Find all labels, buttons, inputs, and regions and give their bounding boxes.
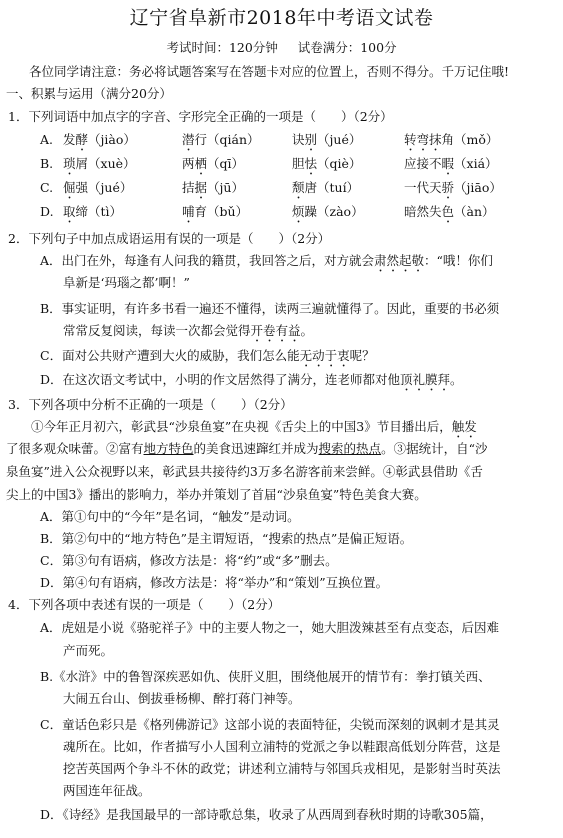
page-title: 辽宁省阜新市2018年中考语文试卷 [129,7,434,29]
dotted-word: 触发 [451,419,477,434]
passage-text: 。③据统计，自“沙 [381,441,488,456]
question-4-option-c: C．童话色彩只是《格列佛游记》这部小说的表面特征，尖锐而深刻的讽刺才是其灵 [40,717,500,732]
option-label: A. [40,132,54,147]
option-word [404,203,495,226]
option-word [63,155,136,178]
dotted-character: 骄 [441,180,455,195]
dotted-character: 色 [441,204,455,219]
question-4-option-b: B.《水浒》中的鲁智深疾恶如仇、侠肝义胆，围绕他展开的情节有：拳打镇关西、 [40,669,491,684]
option-text: 常常反复阅读，每读一次都会觉得 [63,323,251,338]
dotted-character: 取 [63,204,76,219]
option-text: C．面对公共财产遭到大火的威胁，我们怎么能 [40,348,300,363]
option-word [292,179,359,202]
question-4-option-b-cont: 大闹五台山、倒拔垂杨柳、醉打蒋门神等。 [63,691,301,706]
option-word [182,131,260,154]
word-text: 行（qián） [194,132,260,147]
word-text: 缔（tì） [75,204,123,219]
dotted-idiom: 无动于衷 [299,348,350,363]
question-3-passage-line: 泉鱼宴”进入公众视野以来，彰武县共接待约3万多名游客前来尝鲜。④彰武县借助《舌 [6,464,483,479]
question-3-passage-line: 尖上的中国3》播出的影响力，举办并策划了首届“沙泉鱼宴”特色美食大赛。 [6,487,427,502]
word-text: 强（jué） [75,180,133,195]
word-text: 拮 [182,180,195,195]
passage-text: 了很多观众味蕾。②富有 [6,441,144,456]
word-text: 胆 [292,156,305,171]
word-text: 发 [63,132,76,147]
question-1-stem: 1．下列词语中加点字的字音、字形完全正确的一项是（ ）（2分） [8,109,393,124]
option-word [182,155,244,178]
dotted-character: 转弯抹 [404,132,442,147]
option-text: 。 [300,323,314,338]
question-4-option-a-cont: 产而死。 [63,643,114,658]
word-text: （jué） [317,132,362,147]
underlined-phrase: 地方特色 [143,441,194,456]
question-3-option-a: A．第①句中的“今年”是名词，“触发”是动词。 [40,509,300,524]
word-text: （xiá） [454,156,498,171]
word-text: 诀 [292,132,305,147]
word-text: （jiào） [88,132,136,147]
dotted-character: 哺 [182,204,195,219]
dotted-idiom: 顶礼膜拜 [400,372,451,387]
dotted-character: 栖 [194,156,208,171]
option-label: C. [40,180,54,195]
question-4-option-c-cont: 挖苦英国两个争斗不休的政党；讲述利立浦特与邻国兵戎相见，是影射当时英法 [63,761,501,776]
word-text: 应接不 [404,156,442,171]
passage-text: 的美食迅速蹿红并成为 [193,441,319,456]
option-word [404,155,498,178]
option-word [182,203,248,226]
question-2-option-a-cont: 阜新是‘玛瑙之都’啊！” [63,275,190,290]
question-3-stem: 3．下列各项中分析不正确的一项是（ ）（2分） [8,397,293,412]
option-word [63,179,132,202]
question-2-option-b: B．事实证明，有许多书看一遍还不懂得，读两三遍就懂得了。因此，重要的书必须 [40,301,500,316]
option-label: D. [40,204,54,219]
word-text: （jū） [207,180,244,195]
question-2-stem: 2．下列句子中加点成语运用有误的一项是（ ）（2分） [8,231,331,246]
option-word [63,131,136,154]
option-text: 呢？ [349,348,375,363]
question-3-passage-line [31,418,477,441]
dotted-character: 据 [194,180,208,195]
word-text: 角（mǒ） [441,132,499,147]
option-text: D．在这次语文考试中，小明的作文居然得了满分，连老师都对他 [40,372,401,387]
word-text: （qiè） [317,156,362,171]
question-2-option-b-cont [63,322,313,345]
word-text: 唐（tuí） [304,180,360,195]
dotted-character: 暇 [441,156,455,171]
option-label: B. [40,156,54,171]
section-heading: 一、积累与运用（满分20分） [6,86,172,101]
option-word [292,155,361,178]
word-text: （qī） [207,156,245,171]
dotted-character: 琐 [63,156,76,171]
dotted-idiom: 开卷有益 [250,323,301,338]
question-4-stem: 4．下列各项中表述有误的一项是（ ）（2分） [8,597,281,612]
option-word [292,131,361,154]
question-3-option-b: B．第②句中的“地方特色”是主谓短语，“搜索的热点”是偏正短语。 [40,531,413,546]
word-text: 育（bǔ） [194,204,249,219]
word-text: 屑（xuè） [75,156,136,171]
underlined-phrase: 搜索的热点 [318,441,382,456]
exam-score: 试卷满分：100分 [297,40,397,55]
word-text: 一代天 [404,180,442,195]
option-text: 。 [450,372,463,387]
word-text: 两 [182,156,195,171]
dotted-character: 怯 [304,156,318,171]
question-3-option-c: C．第③句有语病，修改方法是：将“约”或“多”删去。 [40,553,338,568]
dotted-character: 别 [304,132,318,147]
passage-text: ①今年正月初六，彰武县“沙泉鱼宴”在央视《舌尖上的中国3》节目播出后， [31,419,452,434]
dotted-character: 酵 [75,132,89,147]
word-text: 暗然失 [404,204,442,219]
notice: 各位同学请注意：务必将试题答案写在答题卡对应的位置上，否则不得分。千万记住哦! [29,64,510,79]
question-4-option-c-cont: 两国连年征战。 [63,783,151,798]
option-word [63,203,122,226]
word-text: 躁（zào） [304,204,364,219]
option-word [404,179,502,202]
dotted-character: 烦 [292,204,305,219]
option-word [404,131,498,154]
question-4-option-c-cont: 魂所在。比如，作者描写小人国利立浦特的党派之争以鞋跟高低划分阵营，这是 [63,739,501,754]
question-4-option-d: D．《诗经》是我国最早的一部诗歌总集，收录了从西周到春秋时期的诗歌305篇， [40,807,493,822]
option-word [182,179,244,202]
word-text: （jiāo） [454,180,502,195]
dotted-character: 倔 [63,180,76,195]
exam-time: 考试时间：120分钟 [166,40,278,55]
question-2-option-c [40,347,375,370]
option-text: A．出门在外，每逢有人问我的籍贯，我回答之后，对方就会 [40,253,375,268]
dotted-idiom: 肃然起敬 [374,253,425,268]
option-word [292,203,364,226]
option-text: ：“哦！你们 [424,253,493,268]
word-text: （àn） [454,204,495,219]
dotted-character: 潜 [182,132,195,147]
question-2-option-d [40,371,463,394]
dotted-character: 颓 [292,180,305,195]
question-4-option-a: A．虎妞是小说《骆驼祥子》中的主要人物之一，她大胆泼辣甚至有点变态，后因难 [40,620,500,635]
question-3-option-d: D．第④句有语病，修改方法是：将“举办”和“策划”互换位置。 [40,575,389,590]
question-3-passage-line [6,440,487,457]
question-2-option-a [40,252,493,275]
exam-info [0,39,563,56]
